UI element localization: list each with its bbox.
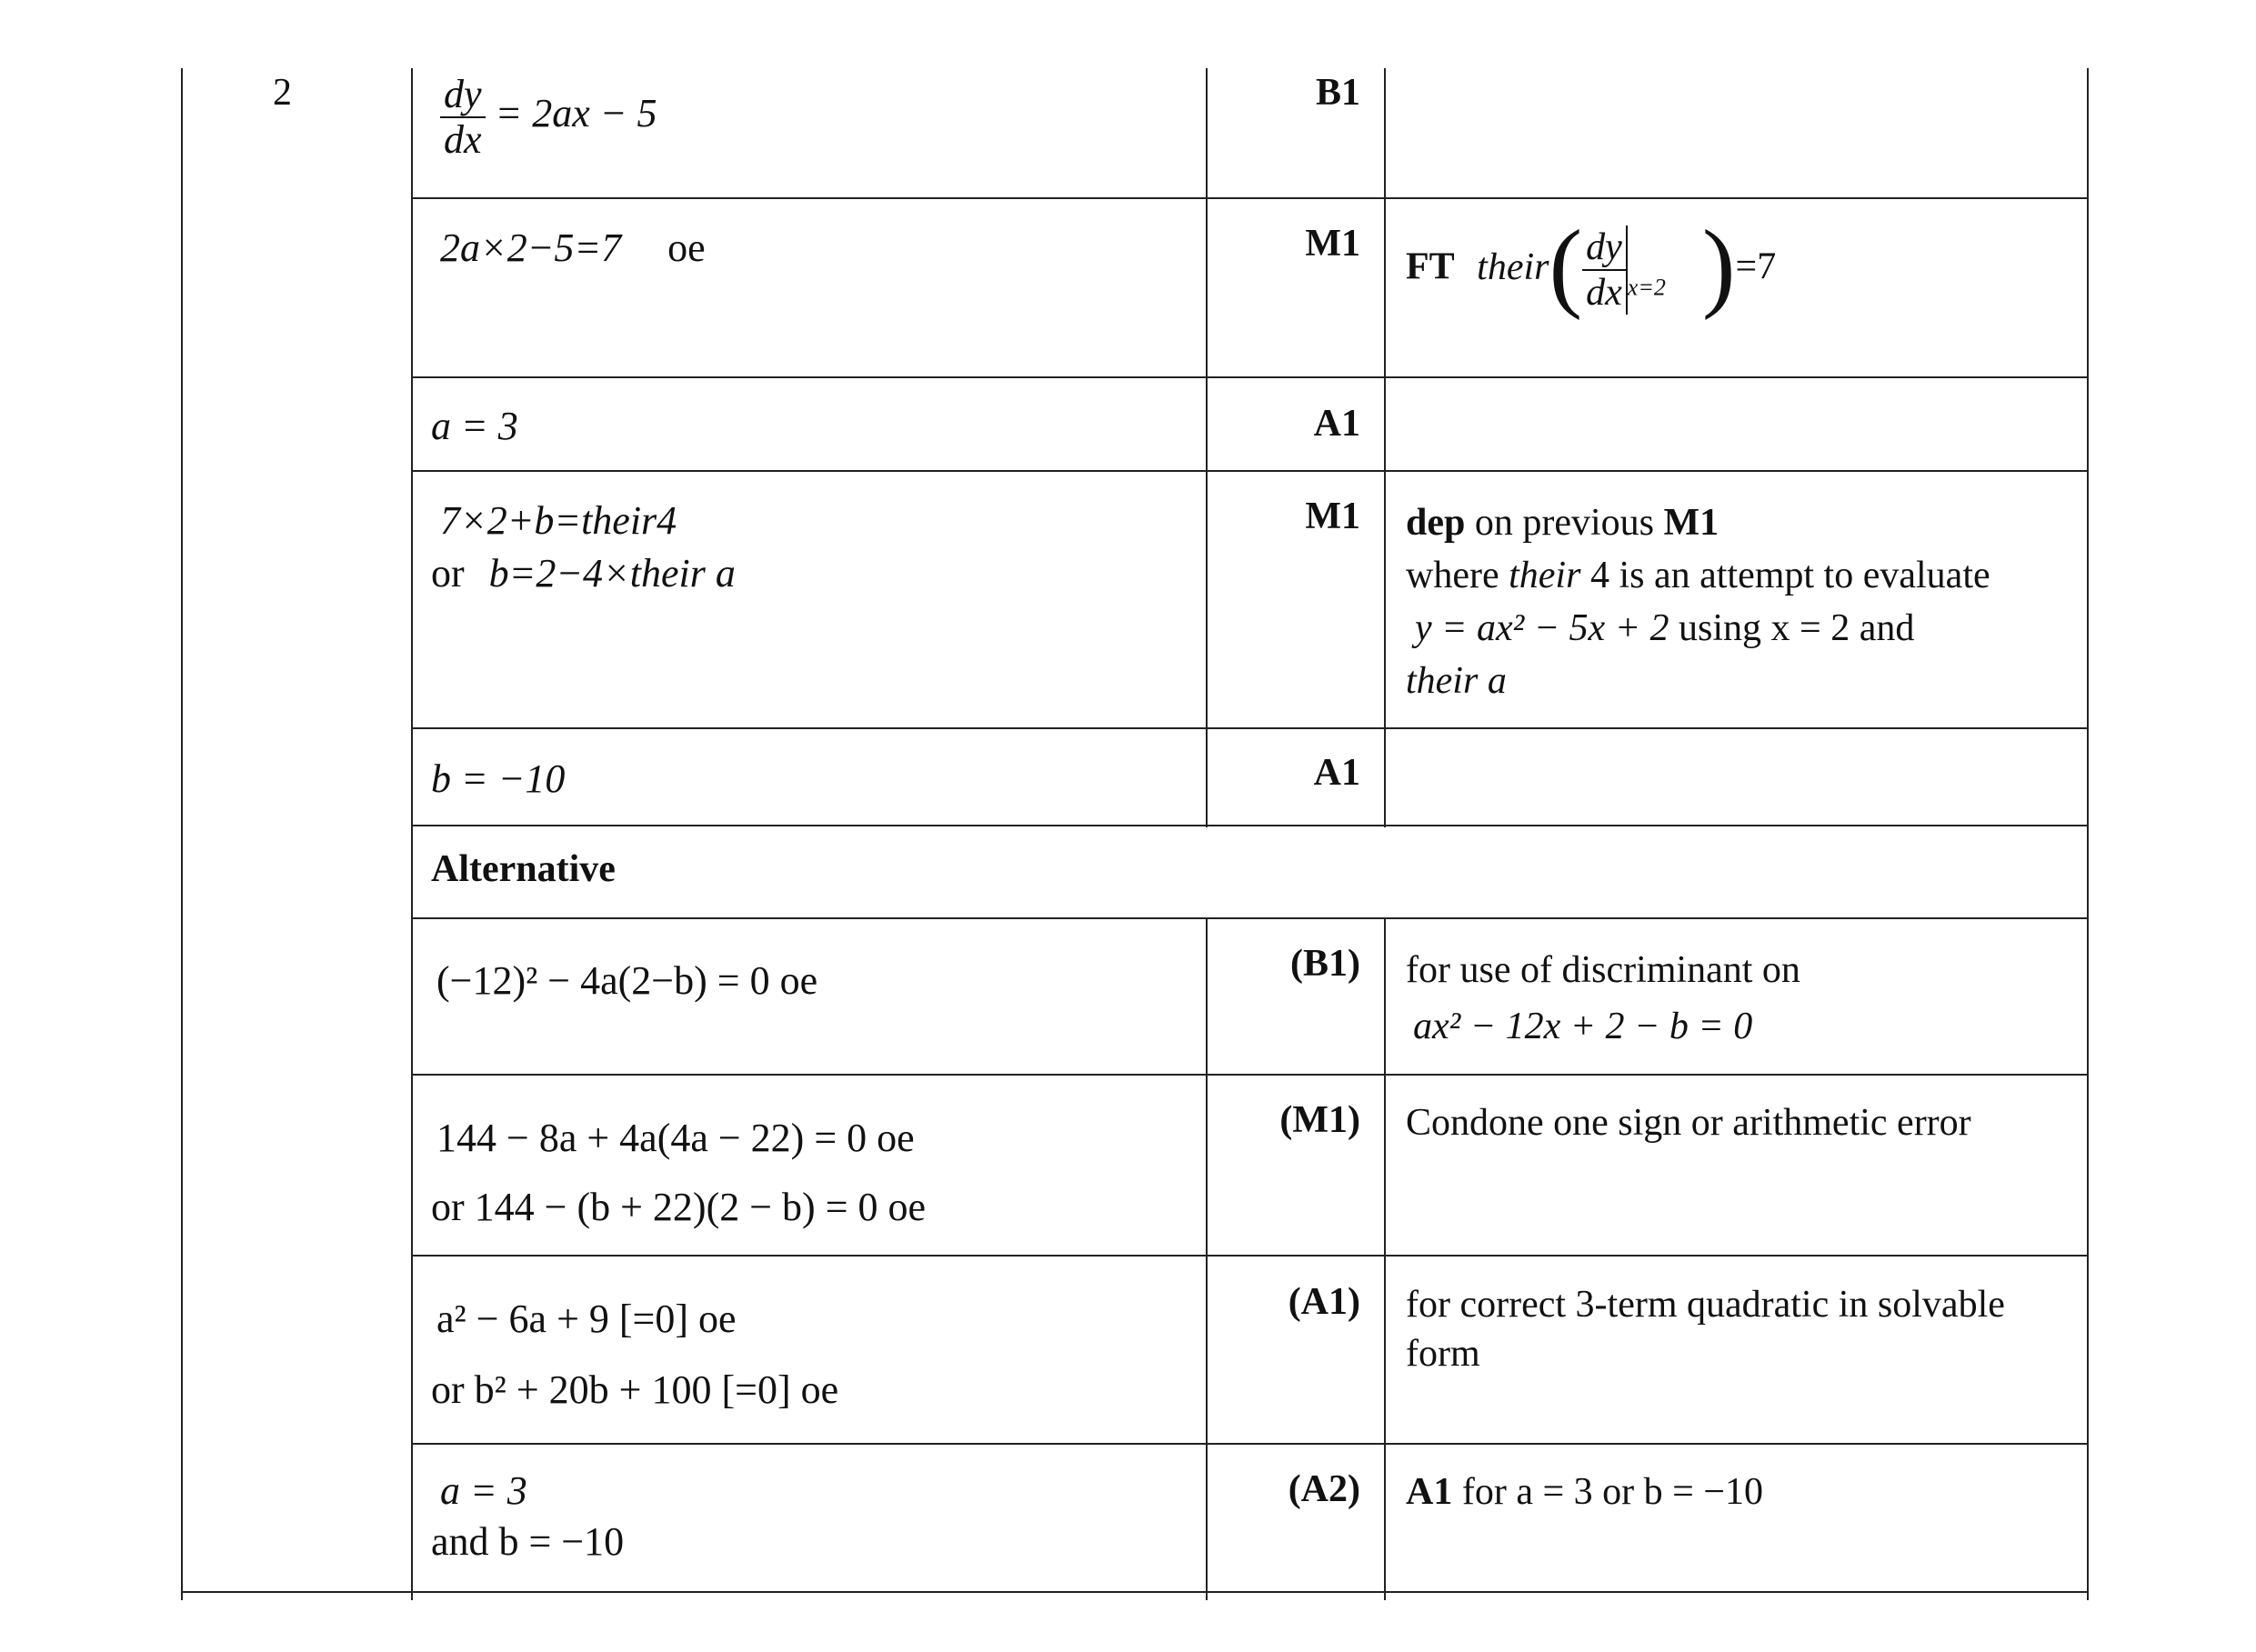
ft-label: FT [1406,245,1455,288]
fraction-numerator: dy [440,73,486,118]
answer-line-1: a² − 6a + 9 [=0] oe [436,1297,737,1341]
guidance-line-1: for use of discriminant on [1406,949,1800,991]
guidance-cell [1386,209,2086,321]
guidance-rhs: =7 [1735,245,1777,288]
answer-text: 2a×2−5=7 [440,225,622,270]
row-divider [411,727,2089,729]
left-border [181,68,183,1600]
mark-cell: A1 [1313,752,1360,794]
guidance-text: on previous [1465,502,1664,544]
answer-line-2: and b = −10 [431,1519,625,1564]
guidance-cell [1386,1467,2086,1517]
answer-line-1: a = 3 [440,1468,527,1513]
answer-cell: (−12)² − 4a(2−b) = 0 oe [436,958,818,1003]
mark-cell: (A1) [1288,1281,1360,1323]
row-divider [411,917,2089,919]
dep-label: dep [1406,502,1466,544]
row-divider [411,1443,2089,1445]
guidance-cell [1386,496,2086,707]
guidance-text: using x = 2 and [1669,607,1915,649]
answer-line-2: or b² + 20b + 100 [=0] oe [431,1367,839,1412]
answer-cell [427,222,1200,275]
derivative-fraction [1582,225,1628,315]
guidance-line-2 [1406,549,2086,602]
right-border [2087,68,2089,1600]
guidance-text: where [1406,555,1509,596]
mark-cell: (B1) [1290,943,1360,985]
fraction-numerator: dy [1582,225,1626,271]
their-label: their [1509,555,1581,596]
guidance-cell: Condone one sign or arithmetic error [1406,1102,1971,1144]
answer-cell [424,1284,1197,1426]
guidance-line-2: ax² − 12x + 2 − b = 0 [1413,1006,1753,1047]
guidance-line-3 [1406,602,2086,655]
guidance-line-1 [1406,496,2086,549]
row-divider [411,1255,2089,1257]
mark-cell: A1 [1313,403,1360,445]
table-bottom [181,1591,2089,1593]
answer-expression: b=2−4×their a [488,551,736,596]
their-label: their [1477,245,1549,288]
answer-cell: a = 3 [431,404,518,448]
guidance-text: 4 is an attempt to evaluate [1580,555,1990,596]
left-paren: ( [1549,209,1583,321]
answer-line-1: 7×2+b=their4 [440,498,677,543]
row-divider [411,197,2089,199]
curve-expression: y = ax² − 5x + 2 [1415,607,1669,649]
m1-label: M1 [1663,502,1720,544]
guidance-column-border [1384,68,1386,827]
guidance-line-4: their a [1406,660,1507,702]
answer-cell: b = −10 [431,756,566,801]
derivative-fraction [440,73,486,162]
answer-cell [427,495,1200,600]
row-divider [411,376,2089,378]
mark-cell: M1 [1305,496,1360,537]
answer-cell [427,1466,1200,1567]
answer-line-2 [431,547,1200,600]
row-divider [411,1074,2089,1076]
answer-text: = 2ax − 5 [495,91,657,136]
mark-cell: M1 [1305,223,1360,265]
alternative-heading: Alternative [431,848,616,890]
mark-cell: (M1) [1279,1099,1360,1141]
oe-label: oe [667,225,706,270]
a1-label: A1 [1406,1471,1453,1513]
answer-cell [427,73,1200,162]
answer-cell [424,1104,1197,1242]
guidance-text: for a = 3 or b = −10 [1452,1471,1764,1513]
mark-cell: (A2) [1288,1468,1360,1510]
answer-line-2: or 144 − (b + 22)(2 − b) = 0 oe [431,1185,927,1229]
guidance-cell [1386,942,2086,1055]
evaluation-subscript: x=2 [1627,274,1666,301]
right-paren: ) [1701,209,1736,321]
mark-cell: B1 [1315,72,1360,114]
marks-column-border [1206,68,1208,827]
row-divider [411,470,2089,472]
guidance-cell: for correct 3-term quadratic in solvable form [1406,1284,2005,1375]
fraction-denominator: dx [1586,272,1622,314]
question-number: 2 [273,72,292,114]
fraction-denominator: dx [444,117,482,162]
or-label: or [431,551,465,596]
answer-line-1: 144 − 8a + 4a(4a − 22) = 0 oe [436,1116,915,1160]
row-divider [411,825,2089,826]
answer-column-border [411,68,413,1600]
